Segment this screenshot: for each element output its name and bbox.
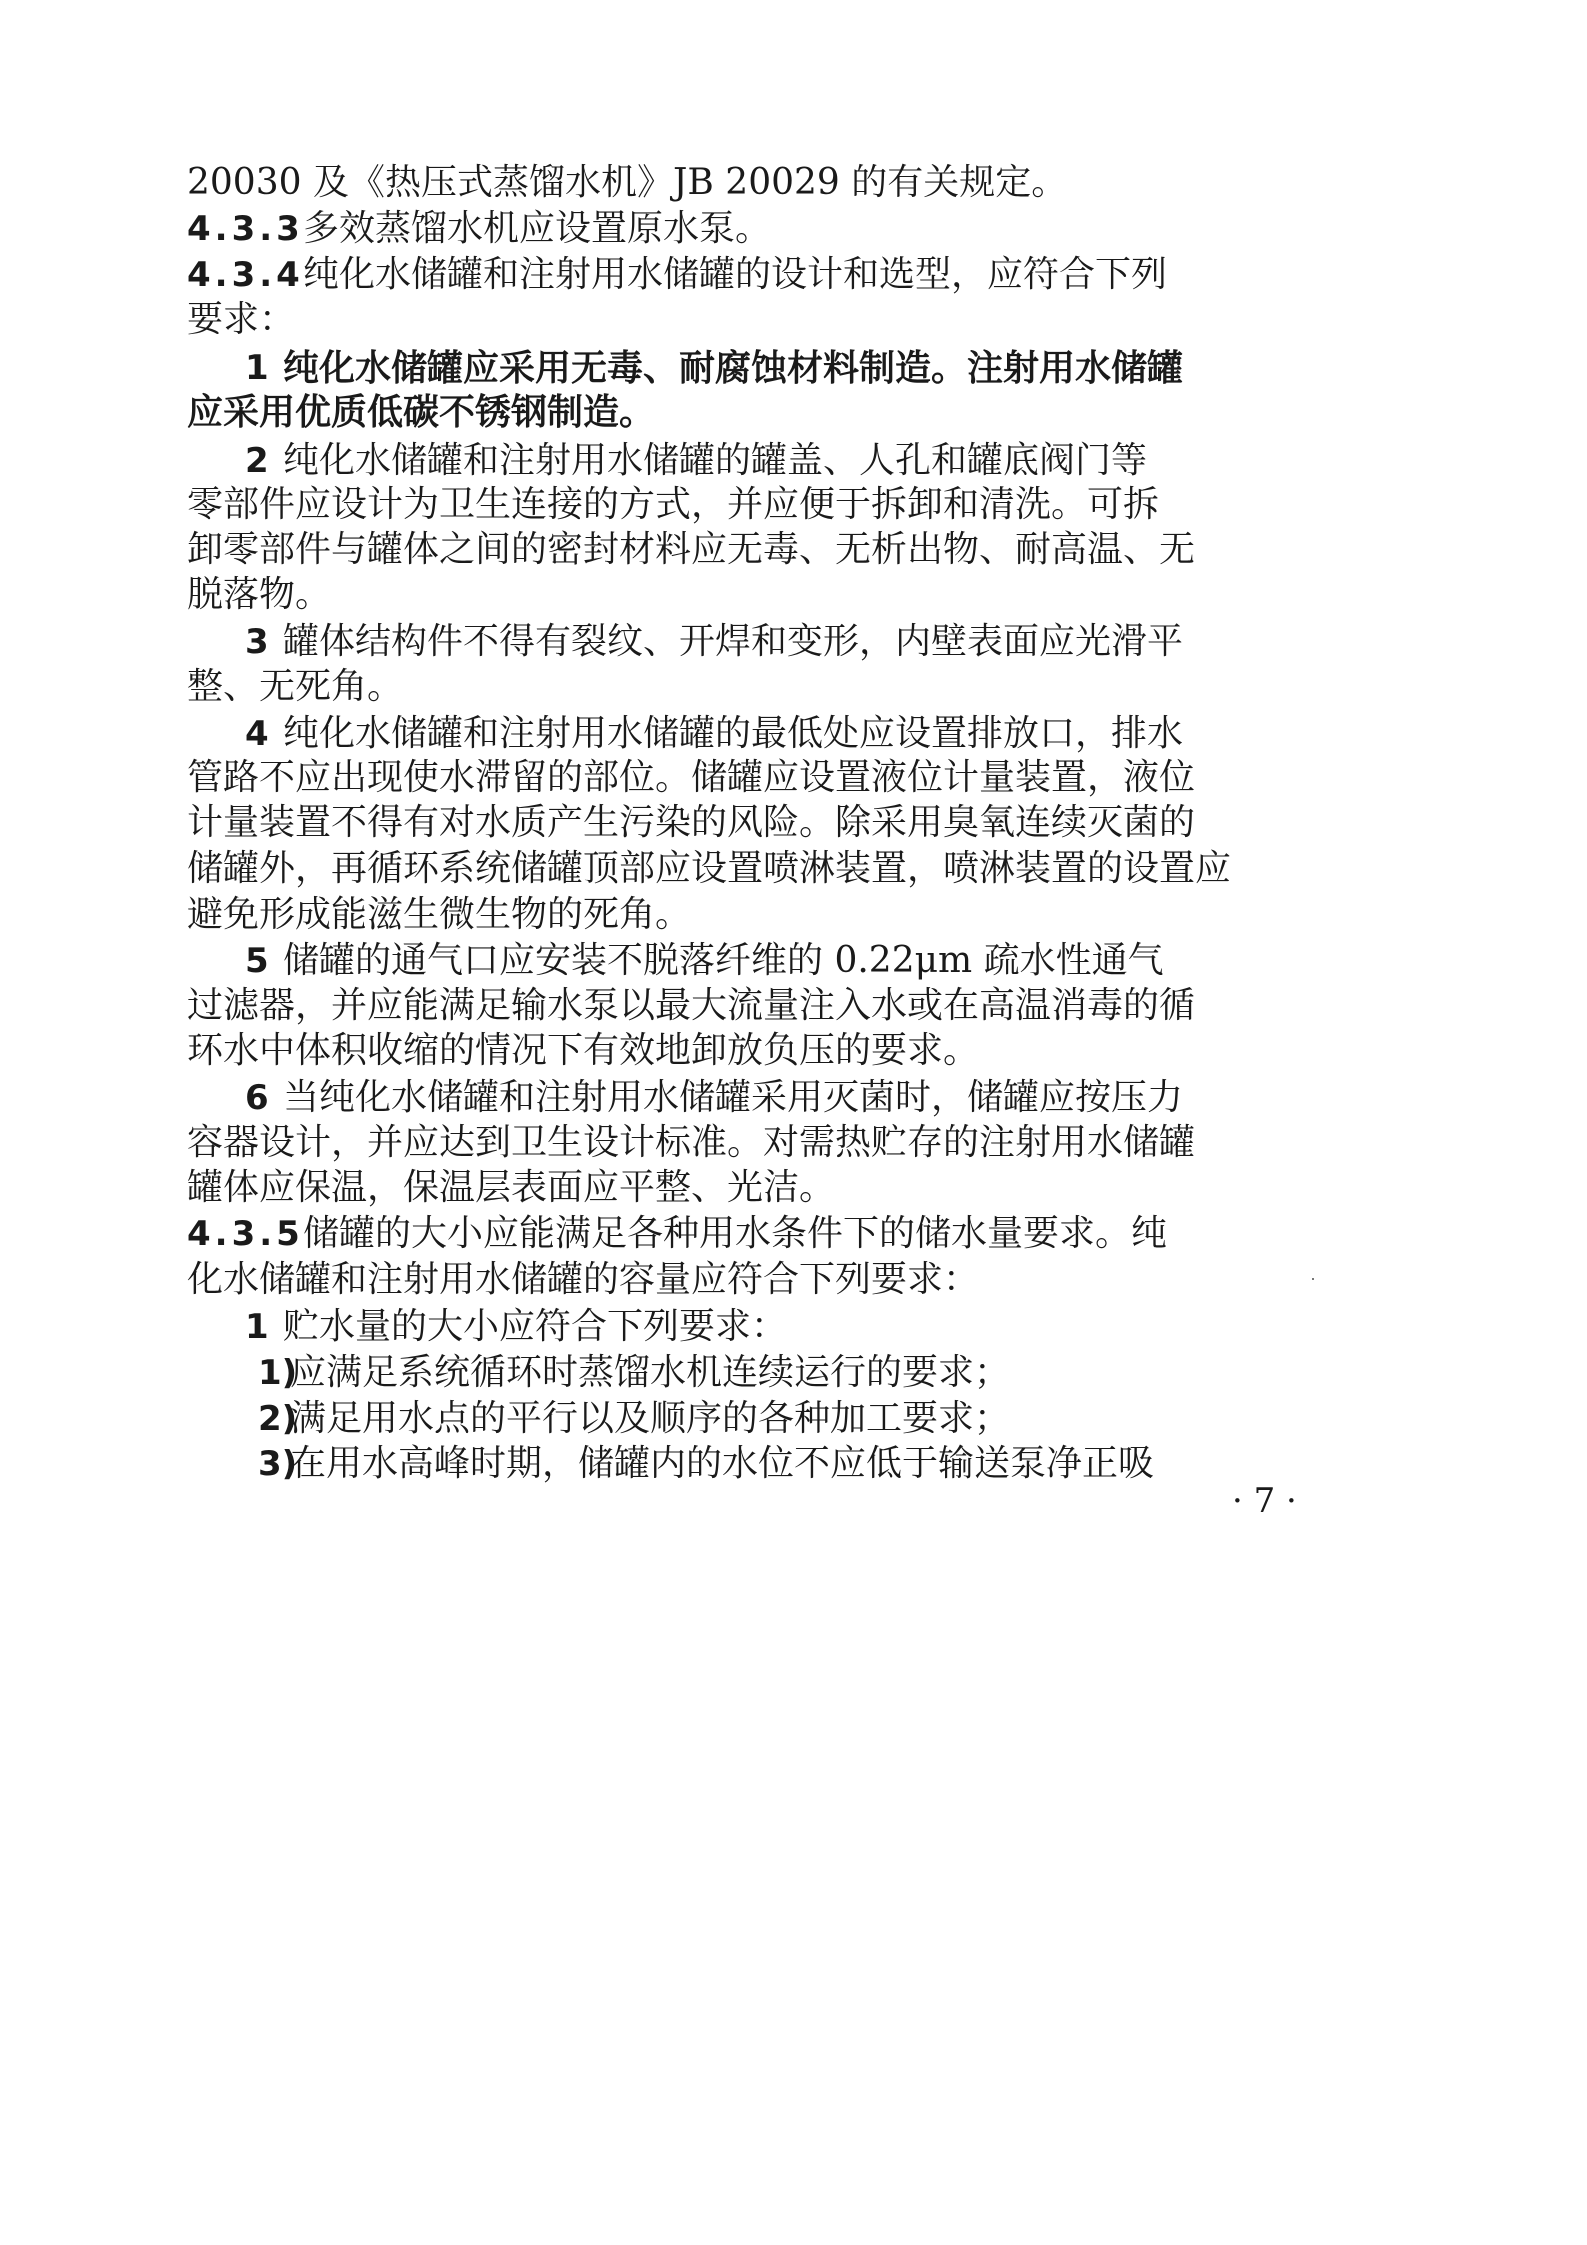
line-text: 多效蒸馏水机应设置原水泵。 xyxy=(303,208,772,249)
clause-number: 4.3.5 xyxy=(187,1214,304,1254)
line-text: 储罐的大小应能满足各种用水条件下的储水量要求。纯 xyxy=(303,1213,1168,1254)
line-text: 纯化水储罐和注射用水储罐的设计和选型，应符合下列 xyxy=(303,254,1168,295)
line-text: 纯化水储罐和注射用水储罐的罐盖、人孔和罐底阀门等 xyxy=(283,440,1148,481)
subitem-number: 2) xyxy=(258,1399,298,1439)
line-text: 储罐外，再循环系统储罐顶部应设置喷淋装置，喷淋装置的设置应 xyxy=(187,848,1232,889)
line-text: 要求： xyxy=(187,299,296,340)
line-text: 卸零部件与罐体之间的密封材料应无毒、无析出物、耐高温、无 xyxy=(187,529,1196,570)
line-text: 纯化水储罐应采用无毒、耐腐蚀材料制造。注射用水储罐 xyxy=(283,347,1184,389)
subitem-number: 3) xyxy=(258,1444,298,1484)
line-text: 零部件应设计为卫生连接的方式，并应便于拆卸和清洗。可拆 xyxy=(187,484,1160,525)
line-text: 罐体结构件不得有裂纹、开焊和变形，内壁表面应光滑平 xyxy=(283,621,1184,662)
line-text: 应满足系统循环时蒸馏水机连续运行的要求； xyxy=(290,1352,1011,1393)
item-number: 1 xyxy=(245,348,273,388)
item-number: 4 xyxy=(245,714,273,754)
line-text: 在用水高峰时期，储罐内的水位不应低于输送泵净正吸 xyxy=(290,1443,1155,1484)
line-text: 管路不应出现使水滞留的部位。储罐应设置液位计量装置，液位 xyxy=(187,757,1196,798)
line-text: 罐体应保温，保温层表面应平整、光洁。 xyxy=(187,1167,836,1208)
line-text: 储罐的通气口应安装不脱落纤维的 0.22μm 疏水性通气 xyxy=(283,940,1164,981)
line-text: 化水储罐和注射用水储罐的容量应符合下列要求： xyxy=(187,1259,980,1300)
subitem-number: 1) xyxy=(258,1353,298,1393)
item-number: 3 xyxy=(245,622,273,662)
line-text: 脱落物。 xyxy=(187,574,332,615)
line-text: 当纯化水储罐和注射用水储罐采用灭菌时，储罐应按压力 xyxy=(283,1077,1184,1118)
line-text: 环水中体积收缩的情况下有效地卸放负压的要求。 xyxy=(187,1030,980,1071)
line-text: 整、无死角。 xyxy=(187,666,404,707)
item-number: 1 xyxy=(245,1307,273,1347)
line-text: 应采用优质低碳不锈钢制造。 xyxy=(187,391,656,433)
subitem-line xyxy=(0,1434,1587,1494)
item-number: 5 xyxy=(245,941,273,981)
line-text: 纯化水储罐和注射用水储罐的最低处应设置排放口，排水 xyxy=(283,713,1184,754)
clause-number: 4.3.3 xyxy=(187,209,304,249)
line-text: 贮水量的大小应符合下列要求： xyxy=(283,1306,788,1347)
item-number: 2 xyxy=(245,441,273,481)
scan-speck xyxy=(1312,1278,1314,1280)
line-text: 计量装置不得有对水质产生污染的风险。除采用臭氧连续灭菌的 xyxy=(187,802,1196,843)
page-number: · 7 · xyxy=(1232,1481,1297,1521)
line-text: 容器设计，并应达到卫生设计标准。对需热贮存的注射用水储罐 xyxy=(187,1122,1196,1163)
item-number: 6 xyxy=(245,1078,273,1118)
clause-number: 4.3.4 xyxy=(187,255,304,295)
line-text: 避免形成能滋生微生物的死角。 xyxy=(187,894,692,935)
line-text: 20030 及《热压式蒸馏水机》JB 20029 的有关规定。 xyxy=(187,162,1068,203)
line-text: 满足用水点的平行以及顺序的各种加工要求； xyxy=(290,1398,1011,1439)
line-text: 过滤器，并应能满足输水泵以最大流量注入水或在高温消毒的循 xyxy=(187,985,1196,1026)
